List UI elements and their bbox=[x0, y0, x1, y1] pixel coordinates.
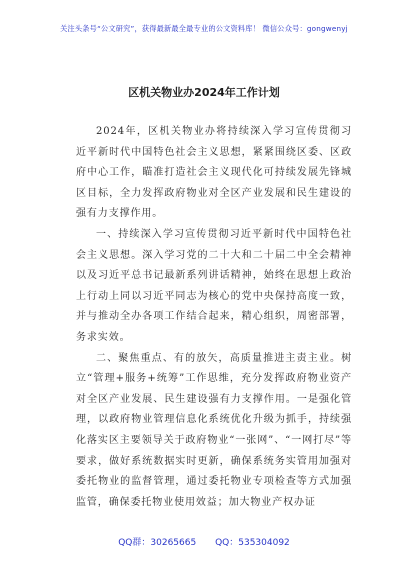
body-paragraph-section-2: 二、聚焦重点、有的放矢，高质量推进主责主业。树立“管理+服务+统筹”工作思维，充分发挥政府物业资产对全区产业发展、民生建设强有力支撑作用。一是强化管理，以政府物业管理信息化系统优化升级为抓手，持续强化落实区主要领导关于政府物业“一张网”、“一网打尽”等要求，做好系统数据实时更新，确保系统务实管用加强对委托物业的监督管理，通过委托物业专项检查等方式加强监管，确保委托物业使用效益；加大物业产权办证 bbox=[76, 352, 352, 508]
header-promo-note: 关注头条号“公文研究”，获得最新最全最专业的公文资料库！ 微信公众号：gongwenyj bbox=[60, 24, 348, 33]
footer-contact bbox=[0, 535, 408, 548]
document-body bbox=[76, 122, 352, 513]
body-paragraph-section-1: 一、持续深入学习宣传贯彻习近平新时代中国特色社会主义思想。深入学习党的二十大和二十届二中全会精神以及习近平总书记最新系列讲话精神，始终在思想上政治上行动上同以习近平同志为核心的党中央保持高度一致，并与推动全办各项工作结合起来，精心组织，周密部署，务求实效。 bbox=[76, 228, 352, 343]
footer-qq-number: QQ：535304092 bbox=[215, 538, 290, 548]
footer-qq-group: QQ群：30265665 bbox=[118, 538, 197, 548]
document-title: 区机关物业办2024年工作计划 bbox=[128, 86, 280, 99]
body-paragraph-intro: 2024年，区机关物业办将持续深入学习宣传贯彻习近平新时代中国特色社会主义思想，紧紧围绕区委、区政府中心工作，瞄准打造社会主义现代化可持续发展先锋城区目标，全力发挥政府物业对全区产业发展和民生建设的强有力支撑作用。 bbox=[76, 126, 352, 220]
